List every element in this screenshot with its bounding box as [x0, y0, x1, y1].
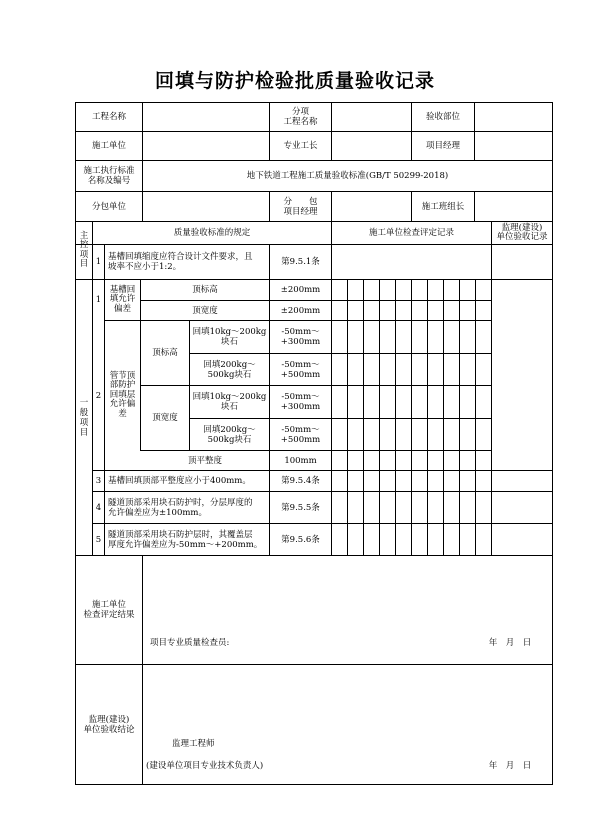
- item2-subrow-4-value: -50mm～ +500mm: [280, 424, 321, 445]
- subcontract-unit-field[interactable]: [143, 192, 269, 221]
- general-items-label: 一 般 项 目: [79, 397, 89, 438]
- construction-unit-field[interactable]: [143, 132, 269, 160]
- item2-subrow-3-name: 回填10kg～200kg 块石: [192, 392, 267, 412]
- item1-top-width: 顶宽度: [192, 305, 218, 316]
- item2-subrow-2-name: 回填200kg～ 500kg块石: [203, 359, 256, 380]
- project-manager-label: 项目经理: [425, 141, 460, 151]
- item2-subrow-1-name: 回填10kg～200kg 块石: [192, 327, 267, 347]
- item2-subrow-2-value: -50mm～ +500mm: [280, 359, 321, 380]
- team-leader-label: 施工班组长: [421, 201, 465, 212]
- quality-inspector-label: 项目专业质量检查员:: [150, 638, 230, 648]
- general-item-3-no: 3: [95, 476, 102, 486]
- supervision-conclusion-date: 年 月 日: [488, 761, 532, 771]
- sub-project-label: 分项 工程名称: [283, 107, 318, 127]
- construction-unit-label: 施工单位: [91, 141, 126, 151]
- subcontract-manager-label: 分 包 项目经理: [283, 196, 318, 217]
- general-item-1-no: 1: [95, 295, 102, 305]
- acceptance-part-field[interactable]: [475, 103, 552, 131]
- main-control-label: 主 控 项 目: [79, 230, 89, 269]
- general-item-1-label: 基槽回 填允许 偏差: [109, 284, 136, 314]
- acceptance-part-label: 验收部位: [425, 112, 460, 122]
- item2-flatness-label: 顶平整度: [187, 455, 222, 466]
- general-item-4-text: 隧道顶部采用块石防护时，分层厚度的 允许偏差应为±100mm。: [108, 497, 253, 518]
- general-item-3-text: 基槽回填顶部平整度应小于400mm。: [108, 476, 251, 486]
- item1-top-elevation: 顶标高: [192, 285, 218, 295]
- project-name-label: 工程名称: [91, 112, 126, 122]
- general-item-5-no: 5: [95, 534, 102, 545]
- sub-project-field[interactable]: [332, 103, 411, 131]
- supervising-engineer-label: 监理工程师: [172, 739, 215, 749]
- general-item-5-text: 隧道顶部采用块石防护层时，其覆盖层 厚度允许偏差应为-50mm～+200mm。: [108, 529, 263, 550]
- item2-subrow-4-name: 回填200kg～ 500kg块石: [203, 424, 256, 445]
- owner-technical-lead-label: (建设单位项目专业技术负责人): [146, 761, 264, 771]
- main-item-text: 基槽回填缩度应符合设计文件要求，且 坡率不应小于1:2。: [108, 252, 253, 272]
- item2-subrow-1-value: -50mm～ +300mm: [280, 327, 321, 347]
- team-leader-field[interactable]: [475, 192, 552, 221]
- foreman-field[interactable]: [332, 132, 411, 160]
- page-title: 回填与防护检验批质量验收记录: [154, 70, 435, 92]
- construction-result-label: 施工单位 检查评定结果: [83, 600, 135, 620]
- item2-flatness-value: 100mm: [284, 455, 317, 466]
- standard-spec-header: 质量验收标准的规定: [173, 228, 251, 238]
- main-item-clause: 第9.5.1条: [281, 257, 320, 267]
- supervision-conclusion-label: 监理(建设) 单位验收结论: [83, 714, 135, 735]
- general-item-5-clause: 第9.5.6条: [281, 534, 320, 545]
- construction-result-date: 年 月 日: [488, 638, 532, 648]
- project-name-field[interactable]: [143, 103, 269, 131]
- standard-value: 地下铁道工程施工质量验收标准(GB/T 50299-2018): [246, 171, 449, 181]
- general-item-2-label: 管节顶 部防护 回填层 允许偏 差: [109, 370, 136, 419]
- general-item-4-clause: 第9.5.5条: [281, 502, 320, 513]
- item1-top-elevation-value: ±200mm: [280, 285, 321, 295]
- supervision-record-header: 监理(建设) 单位验收记录: [496, 223, 548, 242]
- general-item-4-no: 4: [95, 502, 102, 513]
- project-manager-field[interactable]: [475, 132, 552, 160]
- standard-label: 施工执行标准 名称及编号: [83, 166, 135, 186]
- general-item-2-no: 2: [95, 390, 102, 401]
- construction-check-header: 施工单位检查评定记录: [368, 228, 454, 238]
- foreman-label: 专业工长: [283, 141, 318, 151]
- main-item-no: 1: [95, 257, 102, 267]
- subcontract-manager-field[interactable]: [332, 192, 411, 221]
- item1-top-width-value: ±200mm: [280, 305, 321, 316]
- item2-subrow-3-value: -50mm～ +300mm: [280, 392, 321, 412]
- item2-top-width-label: 顶宽度: [152, 413, 178, 423]
- general-item-3-clause: 第9.5.4条: [281, 476, 320, 486]
- item2-top-elevation-label: 顶标高: [152, 348, 178, 358]
- subcontract-unit-label: 分包单位: [91, 201, 126, 212]
